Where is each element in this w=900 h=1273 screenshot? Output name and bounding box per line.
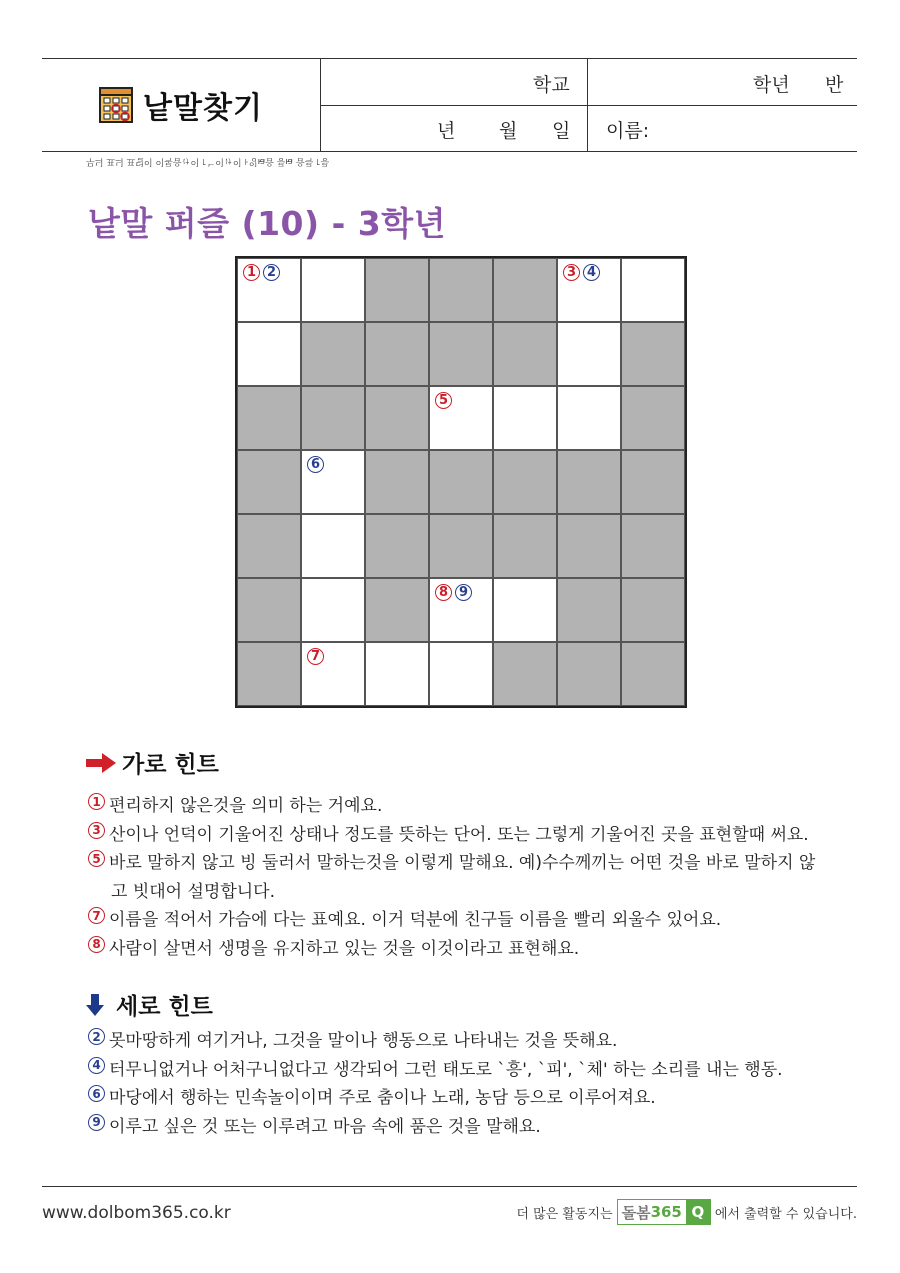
clue-number: 8 <box>435 584 452 601</box>
blocked-cell <box>621 386 685 450</box>
blocked-cell <box>237 450 301 514</box>
hint-line <box>88 791 382 816</box>
clue-number: 3 <box>563 264 580 281</box>
logo-text-a: 돌봄 <box>621 1203 651 1222</box>
hint-number: 8 <box>88 936 105 953</box>
answer-cell[interactable] <box>557 386 621 450</box>
answer-cell[interactable] <box>301 578 365 642</box>
answer-cell[interactable] <box>365 642 429 706</box>
puzzle-title: 낱말 퍼즐 (10) - 3학년 <box>88 204 446 243</box>
blocked-cell <box>621 642 685 706</box>
hint-text: 못마땅하게 여기거나, 그것을 말이나 행동으로 나타내는 것을 뜻해요. <box>109 1031 618 1051</box>
blocked-cell <box>621 578 685 642</box>
school-label: 학교 <box>533 74 570 96</box>
answer-cell[interactable] <box>429 578 493 642</box>
class-label: 반 <box>825 74 844 96</box>
blocked-cell <box>429 322 493 386</box>
hint-line <box>88 820 809 845</box>
blocked-cell <box>365 386 429 450</box>
blocked-cell <box>493 450 557 514</box>
blocked-cell <box>237 578 301 642</box>
footer-divider <box>42 1186 857 1187</box>
hint-text: 이루고 싶은 것 또는 이루려고 마음 속에 품은 것을 말해요. <box>109 1116 541 1137</box>
month-label: 월 <box>499 120 518 142</box>
answer-cell[interactable] <box>557 258 621 322</box>
across-heading-label: 가로 힌트 <box>122 752 219 778</box>
answer-cell[interactable] <box>493 386 557 450</box>
hint-line <box>88 1026 617 1051</box>
clue-number: 7 <box>307 648 324 665</box>
clue-number: 4 <box>583 264 600 281</box>
answer-cell[interactable] <box>237 258 301 322</box>
hint-number: 3 <box>88 822 105 839</box>
blocked-cell <box>493 642 557 706</box>
blocked-cell <box>557 578 621 642</box>
arrow-right-icon <box>86 753 116 773</box>
clue-number: 1 <box>243 264 260 281</box>
blocked-cell <box>493 322 557 386</box>
footer-url[interactable]: www.dolbom365.co.kr <box>42 1203 231 1223</box>
brand-title: 낱말찾기 <box>143 91 263 126</box>
year-label: 년 <box>437 120 456 142</box>
across-heading <box>86 746 219 779</box>
footer-post-text: 에서 출력할 수 있습니다. <box>714 1206 857 1222</box>
answer-cell[interactable] <box>557 322 621 386</box>
blocked-cell <box>237 514 301 578</box>
blocked-cell <box>237 386 301 450</box>
worksheet-header <box>42 58 857 152</box>
clue-number: 2 <box>263 264 280 281</box>
blocked-cell <box>365 578 429 642</box>
hint-line <box>88 1083 656 1108</box>
answer-cell[interactable] <box>621 258 685 322</box>
hint-number: 2 <box>88 1028 105 1045</box>
clue-number: 9 <box>455 584 472 601</box>
hint-line <box>88 1112 541 1137</box>
dolbom-logo[interactable] <box>617 1199 711 1225</box>
hint-number: 7 <box>88 907 105 924</box>
down-heading-label: 세로 힌트 <box>116 994 213 1020</box>
hint-text: 사람이 살면서 생명을 유지하고 있는 것을 이것이라고 표현해요. <box>109 938 580 959</box>
brand-block <box>42 59 321 151</box>
blocked-cell <box>365 514 429 578</box>
header-row-date <box>321 105 857 151</box>
clue-number: 5 <box>435 392 452 409</box>
footer-pre-text: 더 많은 활동지는 <box>516 1206 613 1222</box>
blocked-cell <box>365 322 429 386</box>
name-label: 이름: <box>606 120 650 142</box>
answer-cell[interactable] <box>237 322 301 386</box>
answer-cell[interactable] <box>301 514 365 578</box>
blocked-cell <box>557 514 621 578</box>
hint-text: 산이나 언덕이 기울어진 상태나 정도를 뜻하는 단어. 또는 그렇게 기울어진 곳을 표현할때 써요. <box>109 824 809 845</box>
date-field[interactable] <box>321 105 588 151</box>
hint-number: 4 <box>88 1057 105 1074</box>
hint-text: 바로 말하지 않고 빙 둘러서 말하는것을 이렇게 말해요. 예)수수께끼는 어떤 것을 바로 말하지 않 <box>109 853 816 873</box>
blocked-cell <box>429 258 493 322</box>
blocked-cell <box>365 450 429 514</box>
logo-text-b: 365 <box>650 1203 682 1221</box>
footer-promo <box>516 1199 857 1225</box>
hint-number: 9 <box>88 1114 105 1131</box>
blocked-cell <box>301 322 365 386</box>
blocked-cell <box>493 258 557 322</box>
blocked-cell <box>301 386 365 450</box>
arrow-down-icon <box>86 994 104 1016</box>
name-field[interactable] <box>588 105 857 151</box>
hint-text: 편리하지 않은것을 의미 하는 거예요. <box>109 796 383 816</box>
blocked-cell <box>557 642 621 706</box>
grade-class-field[interactable] <box>588 59 857 105</box>
down-heading <box>86 988 213 1021</box>
mirrored-note: 무늬 표늬 표덜이 이록읍ゖ이 ꜒ᄂ이ゖ이 ꜔잉ꙗ읍 릉ꙗ 읍륵 ꜒릉 <box>86 156 330 166</box>
hint-number: 5 <box>88 850 105 867</box>
clue-number: 6 <box>307 456 324 473</box>
day-label: 일 <box>552 120 571 142</box>
school-field[interactable] <box>321 59 588 105</box>
grade-label: 학년 <box>753 74 790 96</box>
answer-cell[interactable] <box>429 642 493 706</box>
header-row-school <box>321 59 857 106</box>
hint-text: 터무니없거나 어처구니없다고 생각되어 그런 태도로 `흥', `피', `체' 하는 소리를 내는 행동. <box>109 1059 783 1080</box>
hint-line: 고 빗대어 설명합니다. <box>111 881 276 902</box>
blocked-cell <box>557 450 621 514</box>
search-icon: Q <box>686 1200 710 1224</box>
blocked-cell <box>365 258 429 322</box>
answer-cell[interactable] <box>429 386 493 450</box>
calendar-grid-icon <box>99 87 133 123</box>
blocked-cell <box>237 642 301 706</box>
hint-text: 이름을 적어서 가슴에 다는 표예요. 이거 덕분에 친구들 이름을 빨리 외울수 있어요. <box>109 910 722 930</box>
answer-cell[interactable] <box>493 578 557 642</box>
crossword-grid <box>235 256 687 708</box>
hint-line <box>88 848 815 873</box>
hint-line <box>88 1055 783 1080</box>
answer-cell[interactable] <box>301 450 365 514</box>
blocked-cell <box>621 322 685 386</box>
answer-cell[interactable] <box>301 258 365 322</box>
blocked-cell <box>621 514 685 578</box>
blocked-cell <box>429 514 493 578</box>
logo-text <box>618 1200 686 1224</box>
answer-cell[interactable] <box>301 642 365 706</box>
hint-number: 1 <box>88 793 105 810</box>
hint-line <box>88 934 579 959</box>
blocked-cell <box>493 514 557 578</box>
hint-number: 6 <box>88 1085 105 1102</box>
blocked-cell <box>429 450 493 514</box>
blocked-cell <box>621 450 685 514</box>
hint-text: 마당에서 행하는 민속놀이이며 주로 춤이나 노래, 농담 등으로 이루어져요. <box>109 1088 656 1108</box>
hint-line <box>88 905 721 930</box>
